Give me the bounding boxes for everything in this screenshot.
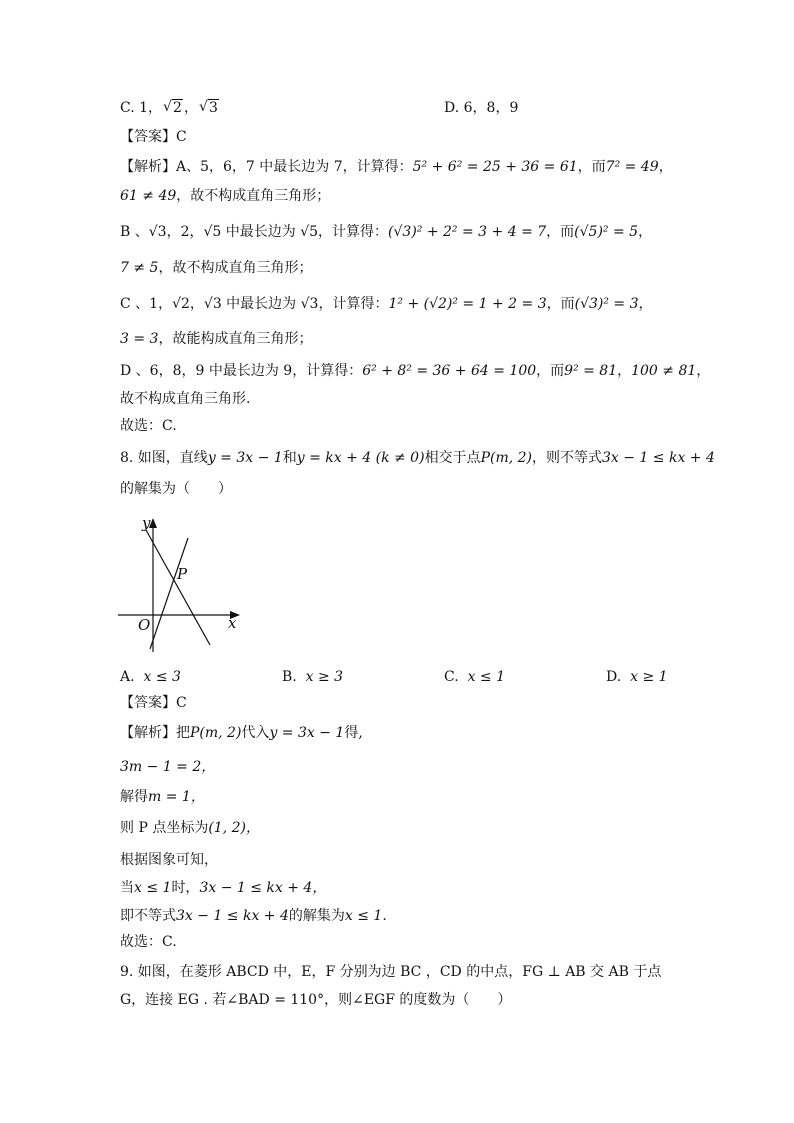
q7-choice: 故选：C. [120,418,177,434]
analysis-label: 【解析】 [120,159,176,175]
analysis-c-concl: ，故能构成直角三角形； [158,331,313,347]
option-c-text: x ≤ 1 [467,669,506,685]
math-step1: 3m − 1 = 2， [120,759,216,775]
math-b-eq1: (√3)² + 2² = 3 + 4 = 7 [388,224,547,240]
math-step3: (1, 2)， [208,820,260,836]
math-a-eq2: 7² = 49 [605,159,659,175]
math-a-eq3: 61 ≠ 49 [120,188,177,204]
answer-label: 【答案】 [120,129,176,145]
math-c-eq3: 3 = 3 [120,331,159,347]
math-point-2: P(m, 2) [190,725,242,741]
q8-analysis-5: 根据图象可知， [120,852,218,868]
math-c-eq1: 1² + (√2)² = 1 + 2 = 3 [388,296,547,312]
q7-option-c: C. 1，√ 2 ，√ 3 [120,98,220,118]
option-b-letter: B. [282,669,297,685]
math-c-eq2: (√3)² = 3 [574,296,639,312]
option-d-text: x ≥ 1 [630,669,668,685]
q7-analysis-c: C 、1，√2，√3 中最长边为 √3，计算得：1² + (√2)² = 1 + 2 = 3，而(√3)² = 3， [120,296,653,312]
q8-option-a [120,667,181,687]
label-x: x [228,614,237,632]
q8-analysis-7 [120,906,387,926]
q8-analysis-6 [120,878,326,898]
option-a-text: x ≤ 3 [143,669,181,685]
q7-answer [120,127,187,147]
q8-analysis-1 [120,723,363,743]
math-line2: y = kx + 4 (k ≠ 0) [296,450,425,466]
analysis-a-while: ，而 [577,159,606,175]
math-step2: m = 1， [148,789,205,805]
step5-text: 当 [120,880,134,896]
math-a-eq1: 5² + 6² = 25 + 36 = 61 [412,159,578,175]
q8-graph [116,512,246,652]
analysis-a-text: A、5，6，7 中最长边为 7，计算得： [176,159,413,175]
math-b-eq2: (√5)² = 5 [574,224,639,240]
line-y-kx-4 [146,530,210,645]
option-a-letter: A. [120,669,135,685]
math-line1-2: y = 3x − 1 [269,725,345,741]
math-d-eq3: 100 ≠ 81 [631,363,697,379]
q8-stem-text: 8. 如图，直线 [120,450,208,466]
answer-value: C [176,695,187,711]
q8-choice: 故选：C. [120,934,177,950]
label-y: y [142,514,151,532]
q8-meet: 相交于点 [424,450,481,466]
q8-stem-cont: 的解集为（ ） [120,481,232,497]
option-c-letter: C. [444,669,459,685]
analysis-b-while: ，而 [546,224,575,240]
line-y-3x-1 [150,538,188,649]
math-b-eq3: 7 ≠ 5 [120,260,159,276]
label-origin: O [138,616,151,634]
analysis-b-text: B 、√3，2，√5 中最长边为 √5，计算得： [120,224,389,240]
q9-stem-cont: G，连接 EG . 若∠BAD = 110°，则∠EGF 的度数为（ ） [120,992,512,1008]
analysis-sub-1: 把 [176,725,190,741]
math-d-eq1: 6² + 8² = 36 + 64 = 100 [362,363,537,379]
answer-label: 【答案】 [120,695,176,711]
option-b-text: x ≥ 3 [305,669,344,685]
math-point: P(m, 2) [480,450,532,466]
q7-analysis-d: D 、6，8，9 中最长边为 9，计算得：6² + 8² = 36 + 64 = 100，而9² = 81，100 ≠ 81， [120,363,711,379]
step3-text: 则 P 点坐标为 [120,820,209,836]
answer-value: C [176,129,187,145]
math-step5-cond: x ≤ 1 [134,880,172,896]
q7-analysis-b: B 、√3，2，√5 中最长边为 √5，计算得：(√3)² + 2² = 3 + 4 = 7，而(√5)² = 5， [120,224,653,240]
analysis-sub-3: 得, [344,725,363,741]
q8-answer [120,693,187,713]
analysis-sub-2: 代入 [241,725,270,741]
label-p: P [177,565,188,583]
analysis-b-concl: ，故不构成直角三角形； [158,260,313,276]
math-step6-sol: x ≤ 1. [344,908,387,924]
option-d-letter: D. [606,669,622,685]
q8-option-c [444,667,505,687]
q7-analysis-d-cont: 故不构成直角三角形. [120,391,251,407]
analysis-c-text: C 、1，√2，√3 中最长边为 √3，计算得： [120,296,389,312]
q7-analysis-a-cont [120,186,330,206]
q8-option-d [606,667,668,687]
q7-analysis-b-cont [120,258,312,278]
math-step6-ineq: 3x − 1 ≤ kx + 4 [176,908,289,924]
analysis-a-concl: ，故不构成直角三角形； [176,188,331,204]
step6-text: 即不等式 [120,908,176,924]
step5-when: 时， [171,880,200,896]
math-step5-ineq: 3x − 1 ≤ kx + 4， [199,880,327,896]
q9-stem: 9. 如图，在菱形 ABCD 中，E，F 分别为边 BC ，CD 的中点，FG ⊥ AB 交 AB 于点 [120,964,662,980]
analysis-c-while: ，而 [546,296,575,312]
q8-and: 和 [282,450,297,466]
analysis-label: 【解析】 [120,725,176,741]
analysis-d-text: D 、6，8，9 中最长边为 9，计算得： [120,363,363,379]
q8-analysis-3 [120,787,205,807]
step6-mid: 的解集为 [288,908,345,924]
q7-analysis-a: 【解析】A、5，6，7 中最长边为 7，计算得：5² + 6² = 25 + 36 = 61，而7² = 49， [120,159,673,175]
step2-text: 解得 [120,789,148,805]
q8-analysis-4 [120,818,260,838]
q8-then: ，则不等式 [532,450,602,466]
math-d-eq2: 9² = 81 [564,363,618,379]
q8-option-b [282,667,343,687]
q7-option-d: D. 6，8，9 [444,100,519,116]
math-inequality: 3x − 1 ≤ kx + 4 [602,450,715,466]
analysis-d-while: ，而 [536,363,565,379]
math-line1: y = 3x − 1 [207,450,283,466]
q8-stem [120,448,715,468]
q7-analysis-c-cont [120,329,312,349]
q8-analysis-2 [120,757,215,777]
